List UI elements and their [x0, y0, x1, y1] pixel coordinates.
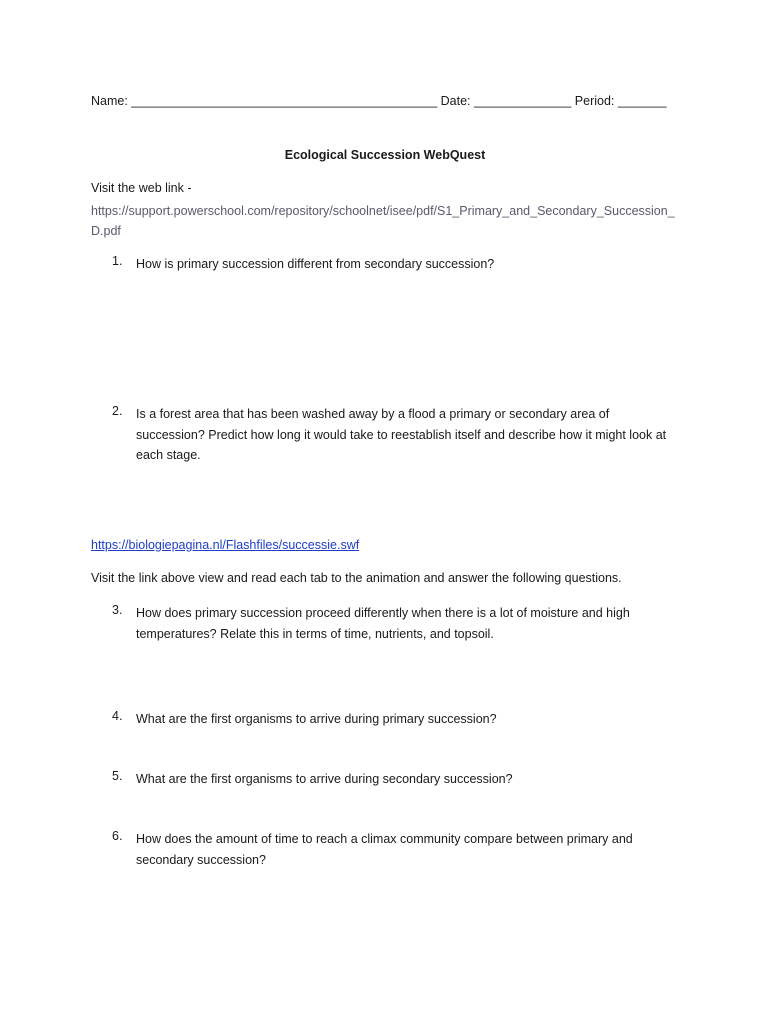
question-number: 5.: [112, 769, 123, 783]
question-number: 6.: [112, 829, 123, 843]
page-title: Ecological Succession WebQuest: [284, 148, 486, 162]
question-6: [112, 829, 672, 870]
name-date-period-line[interactable]: Name: ____________________________________________ Date: ______________ Period: _______: [91, 94, 667, 108]
question-number: 1.: [112, 254, 123, 268]
visit-instruction: Visit the link above view and read each tab to the animation and answer the following questions.: [91, 571, 622, 585]
question-number: 3.: [112, 603, 123, 617]
powerschool-link[interactable]: https://support.powerschool.com/repository/schoolnet/isee/pdf/S1_Primary_and_Secondary_Succession_D.pdf: [91, 204, 675, 238]
question-text: How is primary succession different from secondary succession?: [136, 257, 495, 271]
question-1: [112, 254, 672, 275]
question-text: How does primary succession proceed differently when there is a lot of moisture and high temperatures? Relate this in terms of time, nutrients, and topsoil.: [136, 606, 630, 641]
visit-intro: Visit the web link -: [91, 181, 192, 195]
question-2: [112, 404, 672, 466]
question-text: What are the first organisms to arrive during secondary succession?: [136, 772, 513, 786]
biologiepagina-link[interactable]: https://biologiepagina.nl/Flashfiles/successie.swf: [91, 538, 360, 552]
question-text: Is a forest area that has been washed away by a flood a primary or secondary area of succession? Predict how long it would take to reestablish itself and describe how it might look at each stage.: [136, 407, 667, 462]
question-number: 2.: [112, 404, 123, 418]
question-text: What are the first organisms to arrive during primary succession?: [136, 712, 497, 726]
question-3: [112, 603, 672, 644]
question-text: How does the amount of time to reach a climax community compare between primary and secondary succession?: [136, 832, 633, 867]
question-number: 4.: [112, 709, 123, 723]
question-5: [112, 769, 672, 790]
question-4: [112, 709, 672, 730]
